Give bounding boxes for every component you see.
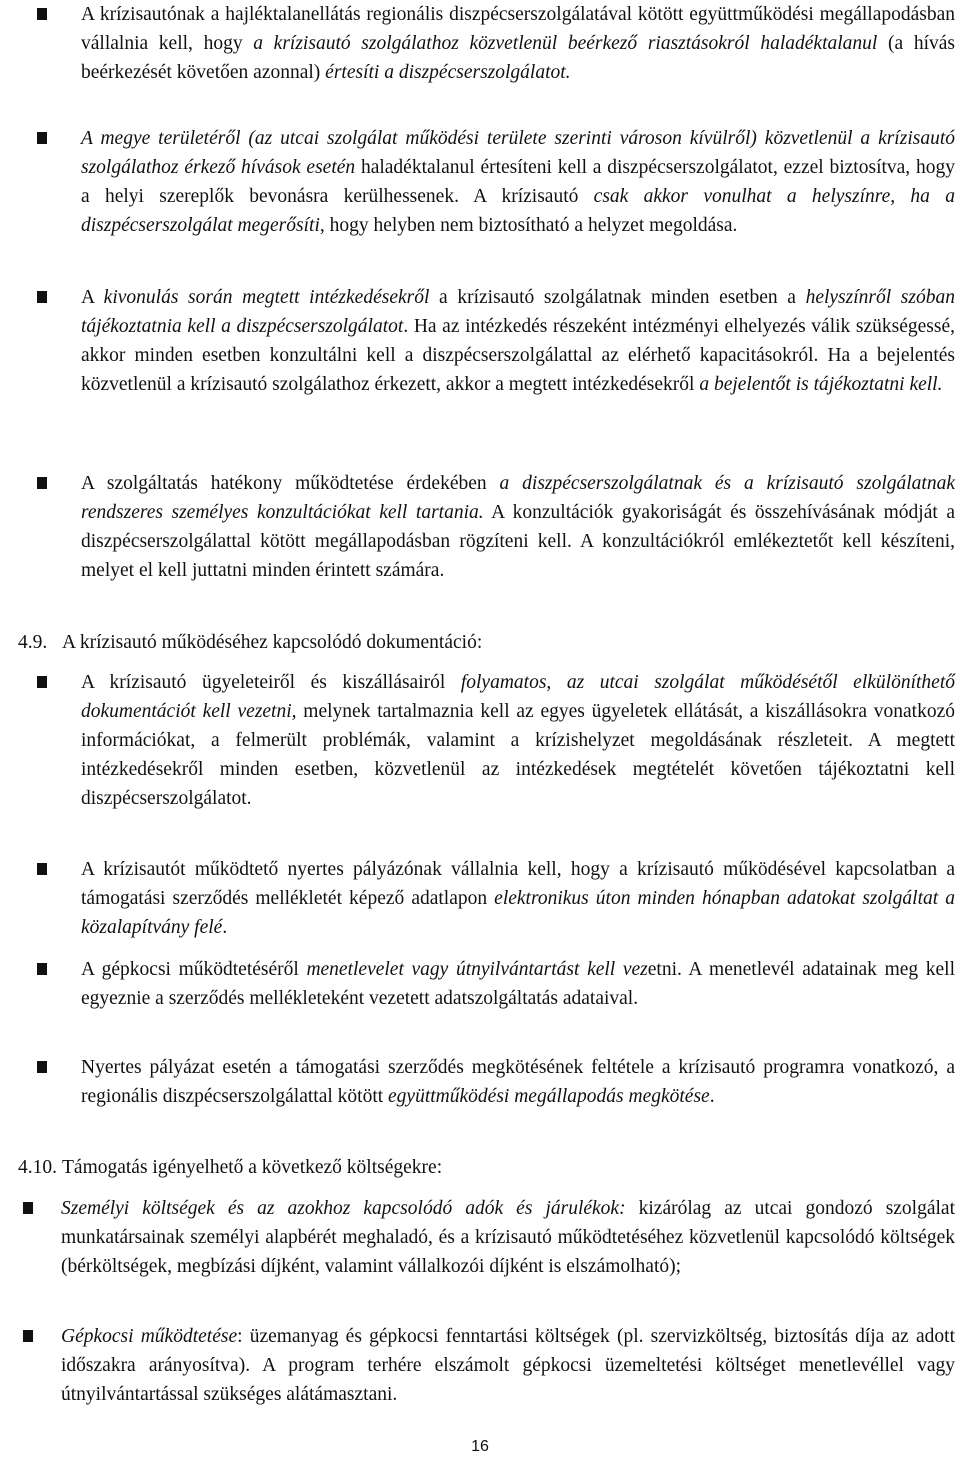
text-run: .: [222, 917, 228, 938]
bullet-icon: [36, 476, 47, 489]
paragraph: [81, 0, 955, 87]
italic-text: csak akkor vonulhat a helyszínre, ha a diszpécserszolgálat megerősíti: [81, 186, 955, 236]
italic-text: Gépkocsi működtetése: [61, 1326, 238, 1347]
section-heading: [18, 628, 482, 657]
italic-text: együttműködési megállapodás megkötése: [388, 1086, 710, 1107]
text-run: A krízisautó ügyeleteiről és kiszállásairól: [81, 672, 461, 693]
text-run: kizárólag az utcai gondozó szolgálat munkatársainak személyi alapbérét meghaladó, és a krízisautó működtetéséhez közvetlenül kapcsolódó költségek (bérköltségek, megbízási díjként, valamint vállalkozói díjként is elszámolható);: [61, 1198, 955, 1277]
paragraph: [81, 469, 955, 585]
list-item: [81, 0, 955, 87]
text-run: melynek tartalmaznia kell az egyes ügyeletek ellátását, a kiszállásokra vonatkozó információkat, a felmerült problémák, valamint a krízishelyzet megoldásának részleteit. A megtett intézkedésekről minden esetben, közvetlenül az intézkedések megtételét követően tájékoztatni kell diszpécserszolgálatot.: [81, 701, 956, 809]
italic-text: értesíti a diszpécserszolgálatot.: [325, 62, 571, 83]
bullet-icon: [22, 1201, 33, 1214]
section-title: Támogatás igényelhető a következő költségekre:: [62, 1157, 443, 1178]
list-item: [81, 1053, 955, 1111]
text-run: .: [709, 1086, 715, 1107]
bullet-icon: [36, 131, 47, 144]
text-run: haladéktalanul értesíteni kell a diszpécserszolgálatot, ezzel biztosítva, hogy a helyi szereplők bevonásra kerülhessenek. A krízisautó: [81, 157, 955, 207]
italic-text: elektronikus úton minden hónapban adatokat szolgáltat a közalapítvány felé: [81, 888, 955, 938]
list-item: [81, 955, 955, 1013]
paragraph: [81, 283, 955, 399]
page-number: 16: [471, 1438, 489, 1455]
bullet-icon: [22, 1329, 33, 1342]
bullet-icon: [36, 962, 47, 975]
text-run: a krízisautó szolgálatnak minden esetben a: [429, 287, 806, 308]
paragraph: [81, 855, 955, 942]
italic-text: menetlevelet vagy útnyilvántartást kell vez: [306, 959, 648, 980]
bullet-icon: [36, 862, 47, 875]
paragraph: [61, 1322, 955, 1409]
paragraph: [81, 668, 955, 813]
section-number: 4.10.: [18, 1157, 57, 1178]
bullet-icon: [36, 290, 47, 303]
list-item: [61, 1194, 955, 1281]
italic-text: a krízisautó szolgálathoz közvetlenül beérkező riasztásokról haladéktalanul: [253, 33, 878, 54]
italic-text: Személyi költségek és az azokhoz kapcsolódó adók és járulékok:: [61, 1198, 626, 1219]
italic-text: kivonulás során megtett intézkedésekről: [103, 287, 430, 308]
text-run: etni. A menetlevél adatainak meg kell egyeznie a szerződés mellékleteként vezetett adatszolgáltatás adataival.: [81, 959, 956, 1009]
text-run: A: [81, 287, 104, 308]
paragraph: [61, 1194, 955, 1281]
list-item: [81, 283, 955, 399]
bullet-icon: [36, 1060, 47, 1073]
text-run: Nyertes pályázat esetén a támogatási szerződés megkötésének feltétele a krízisautó programra vonatkozó, a regionális diszpécserszolgálattal kötött: [81, 1057, 955, 1107]
section-heading: [18, 1153, 442, 1182]
section-title: A krízisautó működéséhez kapcsolódó dokumentáció:: [62, 632, 483, 653]
paragraph: [81, 124, 955, 240]
text-run: A szolgáltatás hatékony működtetése érdekében: [81, 473, 500, 494]
text-run: (a hívás beérkezését követően azonnal): [81, 33, 955, 83]
list-item: [81, 668, 955, 813]
text-run: A gépkocsi működtetéséről: [81, 959, 307, 980]
paragraph: [81, 955, 955, 1013]
text-run: : üzemanyag és gépkocsi fenntartási költségek (pl. szervizköltség, biztosítás díja az adott időszakra arányosítva). A program terhére elszámolt gépkocsi üzemeltetési költséget menetlevéllel vagy útnyilvántartással szükséges alátámasztani.: [61, 1326, 955, 1405]
paragraph: [81, 1053, 955, 1111]
text-run: , hogy helyben nem biztosítható a helyzet megoldása.: [319, 215, 738, 236]
italic-text: A megye területéről (az utcai szolgálat működési területe szerinti városon kívülről) közvetlenül a krízisautó szolgálathoz érkező hívások esetén: [81, 128, 955, 178]
italic-text: helyszínről szóban tájékoztatnia kell a diszpécserszolgálatot: [81, 287, 955, 337]
section-number: 4.9.: [18, 632, 48, 653]
text-run: A krízisautónak a hajléktalanellátás regionális diszpécserszolgálatával kötött együttműködési megállapodásban vállalnia kell, hogy: [81, 4, 955, 54]
list-item: [81, 124, 955, 240]
text-run: A konzultációk gyakoriságát és összehívásának módját a diszpécserszolgálattal kötött megállapodásban rögzíteni kell. A konzultációkról emlékeztetőt kell készíteni, melyet el kell juttatni minden érintett számára.: [81, 502, 955, 581]
italic-text: a diszpécserszolgálatnak és a krízisautó szolgálatnak rendszeres személyes konzultációkat kell tartania.: [81, 473, 956, 523]
list-item: [61, 1322, 955, 1409]
list-item: [81, 469, 955, 585]
text-run: . Ha az intézkedés részeként intézményi elhelyezés válik szükségessé, akkor minden esetben konzultálni kell a diszpécserszolgálattal az elérhető kapacitásokról. Ha a bejelentés közvetlenül a krízisautó szolgálathoz érkezett, akkor a megtett intézkedésekről: [81, 316, 956, 395]
bullet-icon: [36, 7, 47, 20]
italic-text: a bejelentőt is tájékoztatni kell.: [699, 374, 943, 395]
list-item: [81, 855, 955, 942]
text-run: A krízisautót működtető nyertes pályázónak vállalnia kell, hogy a krízisautó működésével kapcsolatban a támogatási szerződés mellékletét képező adatlapon: [81, 859, 955, 909]
bullet-icon: [36, 675, 47, 688]
italic-text: folyamatos, az utcai szolgálat működésétől elkülöníthető dokumentációt kell vezetni,: [81, 672, 955, 722]
